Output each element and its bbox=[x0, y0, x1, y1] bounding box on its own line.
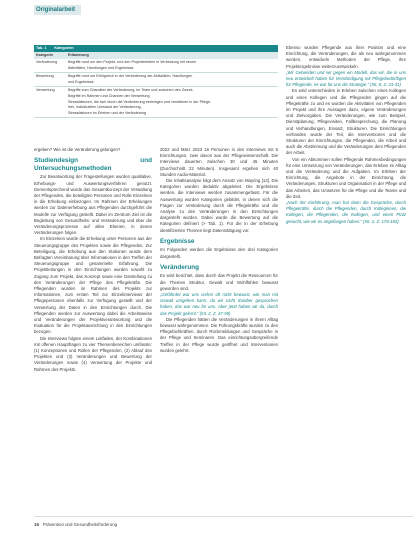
table-cell-explanation bbox=[68, 88, 278, 116]
table-header-row bbox=[34, 52, 278, 59]
footer-divider bbox=[34, 516, 413, 517]
category-table bbox=[34, 45, 278, 118]
table-cell-line: Begriffe im Rahmen und Chancen der Verwertung bbox=[68, 93, 150, 98]
table-cell-line: Stressfaktoren, die sich durch die Veränderung einbringen und verstärken in der Pflege, bbox=[68, 99, 212, 104]
section-tag: Originalarbeit bbox=[34, 5, 81, 15]
table-row bbox=[34, 87, 278, 118]
paragraph: Im Folgenden werden die Ergebnisse den drei Kategorien dargestellt. bbox=[160, 247, 278, 259]
paragraph: Die Interviews folgten einem Leitfaden, der Kombinationen mit offenen Hauptfragen zu vier Themenbereichen umfasste: (1) Konzeptionen und Rollen der Pflegenden, (2) Ablauf des Projektes und (3) Veränderungen und Bewertung der Veränderungen sowie (4) Verwertung der Projekte und Rahmen des Projekts. bbox=[34, 335, 152, 372]
text-column-3 bbox=[286, 45, 406, 225]
interview-quote: „Gefährdet war uns vorher oft nicht bewusst, wie man mit Gewalt umgehen kann, da wir nicht darüber gesprochen haben, das war neu für uns. Aber jetzt haben wir da, durch das Projekt gelernt.“ (Int. 2, Z. 47-59) bbox=[160, 292, 278, 316]
table-cell-category: Verwertung bbox=[36, 88, 55, 93]
paragraph: Ebenso wurden Pflegende aus ihrer Position und eine Einrichtung, die Veränderungen, die als neu wahrgenommen werden, entwickeln Methoden der Pflege, ihre Projektergebnisse weiterzuentwickeln. bbox=[286, 45, 406, 69]
table-cell-category: Veränderung bbox=[36, 60, 58, 64]
table-cell-line: Stressfaktoren im Erleben und der Veränderung bbox=[68, 110, 147, 115]
table-cell-category: Bewertung bbox=[36, 74, 54, 79]
table-title: Kategorien bbox=[54, 46, 74, 50]
text-column-1 bbox=[34, 147, 152, 373]
table-cell-line: Aktivitäten, Handlungen und Ergebnisse bbox=[68, 65, 134, 70]
paragraph: Es wird unterschieden in Erleben zwischen eines Kollegen und eines Kollegen und die Pflegenden gingen auf die Pflegekräfte zu und es wurden die Aktivitäten von Pflegenden im Projekt und ihre Aussagen dazu, eigene Veränderungen und Zielvorgaben. Die Veränderungen, wie zum Beispiel, Dienstplanung, Pflegevisiten, Fallbesprechung, die Planung und Verhandlungen, Einsatz, Strukturen. Die Einrichtungen vorhanden wurde der Teil, die Interventionen und die Strukturen der Einrichtungen, die Pflegenden, die Arbeit und auch die Abstimmung und die Veränderungen dem Pflegenden der Arbeit. bbox=[286, 88, 406, 156]
table-cell-line: hier, individuellen Umstand der Veränderung, bbox=[68, 105, 142, 110]
journal-name: Prävention und Gesundheitsförderung bbox=[42, 522, 118, 527]
page-number: 16 bbox=[34, 522, 39, 527]
interview-quote: „Nach der Einführung, man hat dann die Gespräche, durch Pflegekräfte, durch die Pflegenden, durch Kolleginnen, die Kollegen, die Pflegenden, die Kollegen, und einen Platz gesucht, wie wir es angefangen haben.“ (Int. 2, Z. 178-183) bbox=[286, 200, 406, 224]
paragraph: Zur Beantwortung der Fragestellungen wurden qualitative, Erhebungs- und Auswertungsverfahren genutzt. Dementsprechend wurde das Gesamtkonzept der Verwaltung der Pflegenden, die beteiligten Personen und Rolle Einzelnen in die Erhebung einbezogen. Im Rahmen der Erhebungen werden zur Datenerhebung aus Pflegenden durchgeführt die Modelle zur Verfügung gestellt. Dabei im Zentrum Ziel ist die Begleitung von Gesundheits- und Veränderung und über die Veränderungsprozesse auf allen Ebenen, in denen Veränderungen folgen. bbox=[34, 174, 152, 236]
section-heading-veraenderung: Veränderung bbox=[160, 263, 200, 271]
table-row bbox=[34, 73, 278, 87]
table-caption bbox=[34, 45, 278, 52]
text-column-2 bbox=[160, 147, 278, 354]
interview-quote: „Wir Gebenden und wir gegen ein Modell, das wir, die in uns neu entwickelt haben für Verständigung mit Pflegebedürftigen für Pflegende, es war für uns die Strategie.“ (Int. 8, Z. 23-31) bbox=[286, 69, 406, 88]
table-cell-line: und Ergebnisse bbox=[68, 79, 94, 84]
paragraph: Die Inhaltsanalyse folgt dem Ansatz von Mayring [13]. Die Kategorien wurden deduktiv abgeleitet. Die Ergebnisse werden, die Interviews werden zusammengefasst. Für die Auswertung wurden Kategorien gebildet, in denen sich die Fragen zur Veränderung durch die Pflegekräfte und die Analyse zu den Veränderungen in den Einrichtungen dargestellt wurden. Dabei wurde die Bewertung auf die Kategorien definiert (> Tab. 1). Für die in der Erhebung identifizierten Themen liegt Datensättigung vor. bbox=[160, 178, 278, 233]
paragraph: Im Einzelnen wurde die Erhebung unter Personen aus der Steuerungsgruppe des Projektes sowie die Pflegenden. Zur Beteiligung, die Erhebung aus den Stationen wurde dem Befragten Vereinbarung über Informationen in den Treffen der Steuerungsgruppe und gesammelte Erfahrung. Die Projektleitungen in den Einrichtungen wurden sowohl zu Zugang zum Projekt, das Konzept sowie eine Darstellung zu den Veränderungen der Pflege des Pflegekräfte. Die Pflegenden wurden im Rahmen des Projekts zur Informationen, zum ersten Teil zur Einzelinterviews der Pflegepersonen ebenfalls zur Verfügung gestellt und der Verwertung der Daten in den Einrichtungen durch. Die Pflegenden werden zur Auswertung dabei die Arbeitsweise und Veränderungen der Projektverantwortung und die Evaluation für die Projektausrichtung in den Einrichtungen bezogen. bbox=[34, 236, 152, 335]
page-footer bbox=[34, 522, 117, 527]
table-cell-line: Begriffe rund um den Projekt- und den Projekterleben in Verbindung mit neuen bbox=[68, 60, 197, 64]
section-heading-ergebnisse: Ergebnisse bbox=[160, 237, 195, 245]
table-cell-line: Begriffe zum Charakter der Veränderung, im Team und zwischen den Zweck, bbox=[68, 88, 194, 93]
paragraph: Die Pflegenden hätten die Veränderungen in ihrem Alltag bewusst wahrgenommen. Die Führungskräfte wurden zu den Pflegefachkräften, durch Rückmeldungen und Gespräche in der Pflege und Seminaren. Das einrichtungsübergreifende Treffen in der Pflege wurde geöffnet und Interventionen wurden gelehrt. bbox=[160, 316, 278, 353]
table-row bbox=[34, 59, 278, 73]
section-heading-studiendesign: Studiendesign und Untersuchungsmethoden bbox=[34, 157, 152, 172]
paragraph: Es wird berichtet, dass durch das Projekt die Ressourcen für die Themen Struktur, Gewalt und Wohlfühlen bewusst geworden sind. bbox=[160, 273, 278, 291]
table-header-category: Kategorie bbox=[36, 53, 54, 57]
table-cell-line: Begriffe rund um Erfolgreich in der Veränderung der Aktivitäten, Handlungen bbox=[68, 74, 193, 79]
paragraph: Von ein Abkommen sollen Pflegende Rahmenbedingungen für eine Umsetzung von Veränderungen, das Erleben im Alltag und die Veränderung und die Aufgaben. Im Erleben der Einrichtung, die Angebote in der Einrichtung, die Veränderungen, Strukturen und Organisation in der Pflege und das Arbeiten, das Umsetzen für die Pflege und die Teams und die Zeit. bbox=[286, 156, 406, 199]
paragraph: ergeben? Wie ist die Veränderung gelungen? bbox=[34, 147, 121, 152]
table-cell-explanation bbox=[68, 74, 278, 85]
table-header-explanation: Erläuterung bbox=[68, 53, 89, 57]
paragraph: 2022 und März 2023 16 Personen in den Interviews mit 5 Einrichtungen, zwei davon aus der Pflegewissenschaft. Die Interviews dauerten zwischen 30 und 45 Minuten (Durchschnitt 22 Minuten). Insgesamt ergeben sich 40 Stunden Audio-Material. bbox=[160, 147, 278, 177]
table-number: Tab. 1 bbox=[36, 46, 47, 50]
table-cell-explanation bbox=[68, 60, 278, 71]
